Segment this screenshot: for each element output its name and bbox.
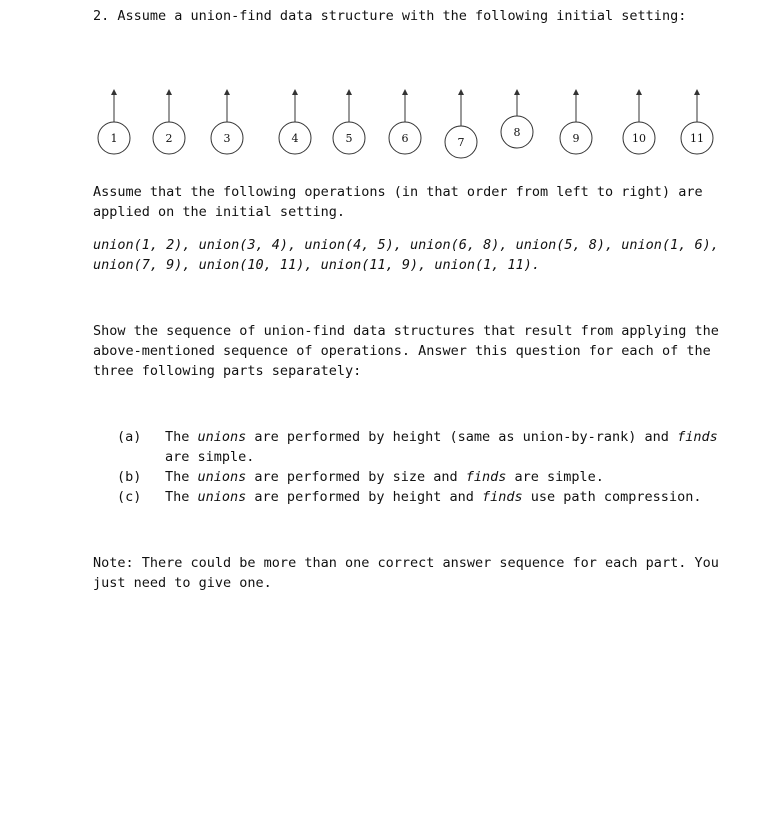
part-a-text [165,427,718,447]
node-label-7: 7 [457,136,465,149]
part-b-seg-2: are performed by size and [246,469,466,485]
part-b-finds: finds [465,469,507,485]
part-b-unions: unions [197,469,247,485]
part-b-seg-3: are simple. [506,469,604,485]
part-a-unions: unions [197,429,247,445]
node-label-4: 4 [291,132,299,145]
operations-line-2: union(7, 9), union(10, 11), union(11, 9), union(1, 11). [93,257,541,273]
note-line-2: just need to give one. [93,575,272,591]
task-line-2: above-mentioned sequence of operations. Answer this question for each of the [93,343,711,359]
part-b-label: (b) [117,469,142,485]
part-b-text [165,467,604,487]
part-a-seg-1: The [165,429,198,445]
part-c-unions: unions [197,489,247,505]
operations-intro-line-1: Assume that the following operations (in that order from left to right) are [93,184,703,200]
part-c-seg-2: are performed by height and [246,489,482,505]
node-label-3: 3 [223,132,231,145]
node-label-5: 5 [345,132,353,145]
operations-intro-line-2: applied on the initial setting. [93,204,345,220]
part-a-label: (a) [117,429,142,445]
initial-forest-diagram [0,70,778,170]
node-label-1: 1 [110,132,118,145]
node-10 [623,92,655,154]
part-c-label: (c) [117,489,142,505]
node-4 [279,92,311,154]
node-8 [501,92,533,148]
part-a-continuation: are simple. [165,449,255,465]
node-label-10: 10 [632,132,646,145]
part-c-seg-3: use path compression. [522,489,702,505]
part-b-seg-1: The [165,469,198,485]
node-11 [681,92,713,154]
node-label-8: 8 [513,126,521,139]
node-5 [333,92,365,154]
part-c-finds: finds [482,489,523,505]
node-6 [389,92,421,154]
node-7 [445,92,477,158]
part-a-finds: finds [677,429,718,445]
note-line-1: Note: There could be more than one correct answer sequence for each part. You [93,555,719,571]
node-label-2: 2 [165,132,173,145]
task-line-3: three following parts separately: [93,363,362,379]
part-c-text [165,487,701,507]
node-label-11: 11 [690,132,704,145]
node-2 [153,92,185,154]
node-9 [560,92,592,154]
node-label-9: 9 [572,132,580,145]
part-a-seg-2: are performed by height (same as union-by-rank) and [246,429,678,445]
question-heading: 2. Assume a union-find data structure with the following initial setting: [93,8,687,24]
operations-line-1: union(1, 2), union(3, 4), union(4, 5), union(6, 8), union(5, 8), union(1, 6), [93,237,719,253]
task-line-1: Show the sequence of union-find data structures that result from applying the [93,323,719,339]
node-label-6: 6 [401,132,409,145]
node-1 [98,92,130,154]
node-3 [211,92,243,154]
part-c-seg-1: The [165,489,198,505]
